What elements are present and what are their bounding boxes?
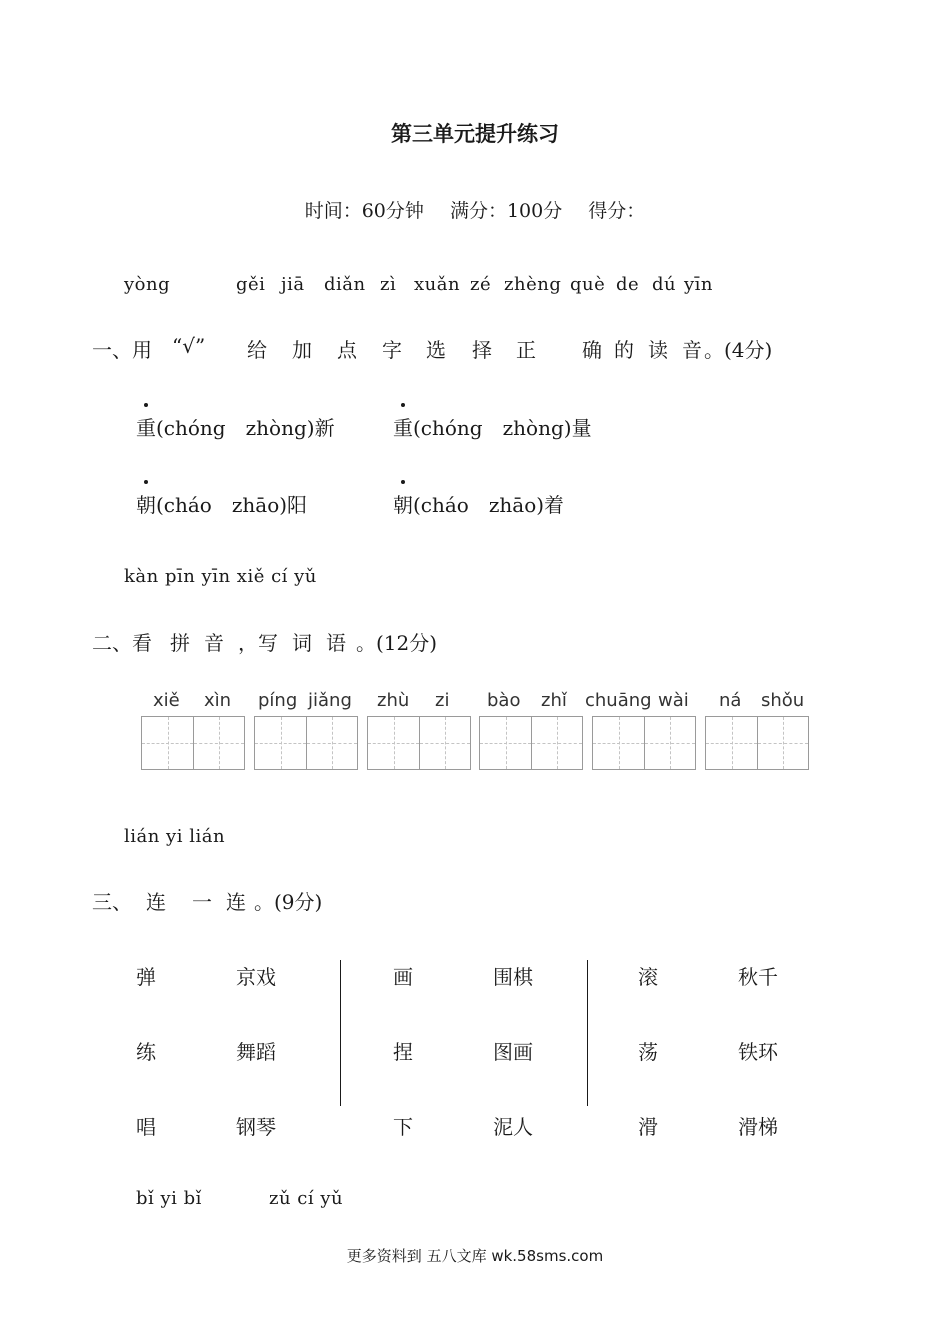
word-pinyin: zi xyxy=(435,690,450,711)
word-pinyin: wài xyxy=(658,690,689,711)
heading-part: 。(4分) xyxy=(704,338,773,362)
writing-grid[interactable] xyxy=(592,716,696,770)
heading-part: 音 xyxy=(204,631,224,655)
word-pinyin: zhù xyxy=(377,690,410,711)
word-suffix: 新 xyxy=(314,416,335,440)
dotted-char: 重 xyxy=(136,412,156,441)
section4-pinyin: bǐ yi bǐ xyxy=(136,1188,202,1209)
emphasis-dot xyxy=(144,480,148,484)
section4-pinyin: zǔ cí yǔ xyxy=(269,1188,344,1209)
match-left-item[interactable]: 荡 xyxy=(638,1040,658,1064)
pinyin-word: yòng xyxy=(124,274,171,295)
emphasis-dot xyxy=(401,403,405,407)
heading-part: 的 xyxy=(614,338,634,362)
word-pinyin: bào xyxy=(487,690,521,711)
word-suffix: 量 xyxy=(571,416,592,440)
match-left-item[interactable]: 练 xyxy=(136,1040,156,1064)
match-right-item[interactable]: 京戏 xyxy=(236,965,276,989)
word-pinyin: xiě xyxy=(153,690,180,711)
match-left-item[interactable]: 下 xyxy=(393,1115,413,1139)
pinyin-word: gěi xyxy=(236,274,266,295)
heading-part: “√” xyxy=(172,334,206,358)
writing-cell[interactable] xyxy=(757,717,808,769)
heading-part: 一 xyxy=(192,890,212,914)
group-divider xyxy=(340,960,341,1106)
word-pinyin: shǒu xyxy=(761,690,805,711)
heading-part: 语 xyxy=(326,631,346,655)
writing-cell[interactable] xyxy=(193,717,244,769)
match-right-item[interactable]: 舞蹈 xyxy=(236,1040,276,1064)
match-left-item[interactable]: 弹 xyxy=(136,965,156,989)
writing-cell[interactable] xyxy=(593,717,644,769)
match-left-item[interactable]: 滑 xyxy=(638,1115,658,1139)
heading-part: 一、用 xyxy=(92,338,152,362)
heading-part: 择 xyxy=(472,338,492,362)
heading-part: 二、看 xyxy=(92,631,152,655)
pinyin-word: xuǎn xyxy=(414,274,461,295)
exam-meta xyxy=(0,196,950,223)
heading-part: 。(9分) xyxy=(254,890,323,914)
match-left-item[interactable]: 画 xyxy=(393,965,413,989)
pronunciation-options[interactable]: (chóng zhòng) xyxy=(413,416,572,440)
heading-part: 确 xyxy=(582,338,602,362)
emphasis-dot xyxy=(144,403,148,407)
word-pinyin: jiǎng xyxy=(308,690,352,711)
word-pinyin: píng xyxy=(258,690,298,711)
pronunciation-item xyxy=(393,489,564,518)
pinyin-word: zé xyxy=(470,274,492,295)
exam-full-score: 满分：100分 xyxy=(449,200,563,222)
pinyin-word: dú xyxy=(652,274,677,295)
exam-score: 得分： xyxy=(588,200,646,222)
word-pinyin: ná xyxy=(719,690,742,711)
writing-cell[interactable] xyxy=(531,717,582,769)
heading-part: 。(12分) xyxy=(356,631,438,655)
word-pinyin: chuāng xyxy=(585,690,652,711)
emphasis-dot xyxy=(401,480,405,484)
word-suffix: 阳 xyxy=(287,493,308,517)
match-right-item[interactable]: 秋千 xyxy=(738,965,778,989)
match-right-item[interactable]: 图画 xyxy=(493,1040,533,1064)
match-left-item[interactable]: 唱 xyxy=(136,1115,156,1139)
dotted-char: 朝 xyxy=(136,489,156,518)
heading-part: 给 xyxy=(247,338,267,362)
writing-grid[interactable] xyxy=(141,716,245,770)
dotted-char: 朝 xyxy=(393,489,413,518)
pronunciation-item xyxy=(136,412,335,441)
heading-part: 正 xyxy=(516,338,536,362)
heading-part: 拼 xyxy=(170,631,190,655)
heading-part: ，写 xyxy=(238,631,278,655)
pinyin-word: zì xyxy=(380,274,397,295)
heading-part: 点 xyxy=(337,338,357,362)
word-pinyin: zhǐ xyxy=(541,690,567,711)
writing-grid[interactable] xyxy=(479,716,583,770)
writing-cell[interactable] xyxy=(644,717,695,769)
writing-grid[interactable] xyxy=(367,716,471,770)
pronunciation-item xyxy=(393,412,592,441)
writing-cell[interactable] xyxy=(480,717,531,769)
section2-pinyin: kàn pīn yīn xiě cí yǔ xyxy=(124,566,317,587)
match-right-item[interactable]: 围棋 xyxy=(493,965,533,989)
match-right-item[interactable]: 铁环 xyxy=(738,1040,778,1064)
pronunciation-item xyxy=(136,489,307,518)
word-pinyin: xìn xyxy=(204,690,232,711)
heading-part: 选 xyxy=(426,338,446,362)
heading-part: 连 xyxy=(146,890,166,914)
pronunciation-options[interactable]: (chóng zhòng) xyxy=(156,416,315,440)
word-suffix: 着 xyxy=(544,493,565,517)
writing-grid[interactable] xyxy=(705,716,809,770)
page-footer: 更多资料到 五八文库 wk.58sms.com xyxy=(346,1247,604,1265)
writing-cell[interactable] xyxy=(306,717,357,769)
pinyin-word: zhèng xyxy=(504,274,562,295)
exam-time: 时间：60分钟 xyxy=(304,200,424,222)
pinyin-word: de xyxy=(616,274,640,295)
writing-cell[interactable] xyxy=(706,717,757,769)
writing-cell[interactable] xyxy=(142,717,193,769)
heading-part: 词 xyxy=(292,631,312,655)
heading-part: 连 xyxy=(226,890,246,914)
pronunciation-options[interactable]: (cháo zhāo) xyxy=(413,493,545,517)
heading-part: 读 xyxy=(648,338,668,362)
pinyin-word: diǎn xyxy=(324,274,366,295)
writing-cell[interactable] xyxy=(419,717,470,769)
heading-part: 加 xyxy=(292,338,312,362)
writing-cell[interactable] xyxy=(255,717,306,769)
pinyin-word: què xyxy=(570,274,606,295)
match-left-item[interactable]: 捏 xyxy=(393,1040,413,1064)
dotted-char: 重 xyxy=(393,412,413,441)
heading-part: 音 xyxy=(682,338,702,362)
match-right-item[interactable]: 钢琴 xyxy=(236,1115,276,1139)
match-right-item[interactable]: 滑梯 xyxy=(738,1115,778,1139)
heading-part: 字 xyxy=(382,338,402,362)
section3-pinyin: lián yi lián xyxy=(124,826,226,847)
writing-cell[interactable] xyxy=(368,717,419,769)
pinyin-word: jiā xyxy=(281,274,305,295)
match-left-item[interactable]: 滚 xyxy=(638,965,658,989)
page-title: 第三单元提升练习 xyxy=(391,121,559,146)
heading-part: 三、 xyxy=(92,890,132,914)
group-divider xyxy=(587,960,588,1106)
pinyin-word: yīn xyxy=(684,274,714,295)
pronunciation-options[interactable]: (cháo zhāo) xyxy=(156,493,288,517)
writing-grid[interactable] xyxy=(254,716,358,770)
match-right-item[interactable]: 泥人 xyxy=(493,1115,533,1139)
